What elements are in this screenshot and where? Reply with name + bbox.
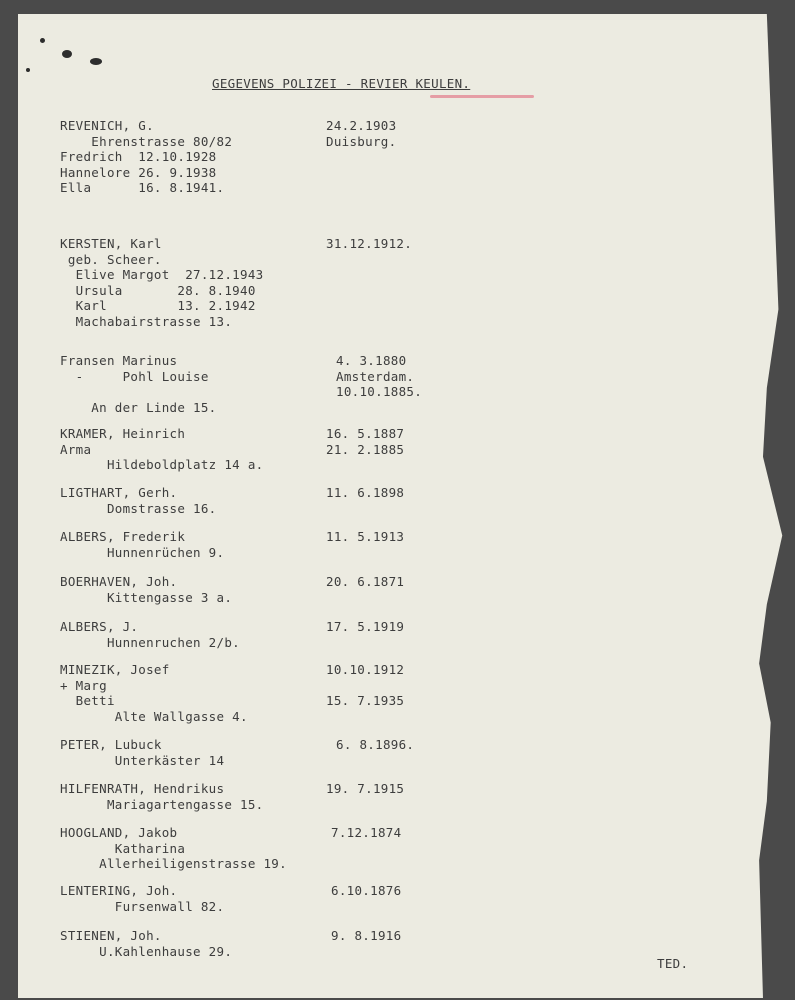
entry-date: 24.2.1903 — [326, 118, 397, 133]
entry-line: Karl 13. 2.1942 — [60, 298, 256, 313]
entry-extra: Duisburg. — [326, 133, 397, 149]
entry-line: + Marg — [60, 677, 107, 693]
entry-line: Ursula 28. 8.1940 — [60, 282, 256, 298]
entry-line: An der Linde 15. — [60, 399, 217, 415]
entry-line: Betti — [60, 693, 115, 708]
entry-line: U.Kahlenhause 29. — [60, 943, 233, 959]
ink-speck — [62, 50, 72, 58]
entry-name: ALBERS, J. — [60, 619, 139, 634]
entry-name: KRAMER, Heinrich — [60, 426, 186, 441]
entry-extra: 10.10.1885. — [336, 384, 423, 399]
entry-date: 9. 8.1916 — [331, 928, 402, 943]
entry-extra: 21. 2.1885 — [326, 441, 405, 457]
page-title: GEGEVENS POLIZEI - REVIER KEULEN. — [212, 76, 471, 91]
entry-date: 6. 8.1896. — [336, 737, 415, 752]
entry-date: 31.12.1912. — [326, 236, 413, 251]
entry-date: 17. 5.1919 — [326, 619, 405, 634]
ink-speck — [90, 58, 102, 65]
entry-date: 6.10.1876 — [331, 883, 402, 898]
entry-date: 11. 5.1913 — [326, 529, 405, 544]
entry-name: STIENEN, Joh. — [60, 928, 162, 943]
entry-line: Fursenwall 82. — [60, 898, 225, 914]
entry-line: Kittengasse 3 a. — [60, 589, 233, 605]
entry-date: 19. 7.1915 — [326, 781, 405, 796]
entry-date: 20. 6.1871 — [326, 574, 405, 589]
entry-line: Machabairstrasse 13. — [60, 313, 233, 329]
entry-date: 10.10.1912 — [326, 662, 405, 677]
entry-name: ALBERS, Frederik — [60, 529, 186, 544]
entry-line: Domstrasse 16. — [60, 500, 217, 516]
entry-line: Arma — [60, 441, 92, 457]
entry-date: 7.12.1874 — [331, 825, 402, 840]
entry-name: HOOGLAND, Jakob — [60, 825, 178, 840]
entry-date: 11. 6.1898 — [326, 485, 405, 500]
entry-name: LENTERING, Joh. — [60, 883, 178, 898]
entry-name: REVENICH, G. — [60, 118, 154, 133]
ink-speck — [40, 38, 45, 43]
entry-name: MINEZIK, Josef — [60, 662, 170, 677]
entry-name: LIGTHART, Gerh. — [60, 485, 178, 500]
entry-line: Hunnenruchen 2/b. — [60, 634, 240, 650]
entry-name: KERSTEN, Karl — [60, 236, 162, 251]
entry-line: Hunnenrüchen 9. — [60, 544, 225, 560]
entry-date: 16. 5.1887 — [326, 426, 405, 441]
entry-line: Hannelore 26. 9.1938 — [60, 164, 217, 180]
entry-line: Ehrenstrasse 80/82 — [60, 133, 233, 149]
entry-line: Hildeboldplatz 14 a. — [60, 457, 264, 472]
entry-name: Fransen Marinus — [60, 353, 178, 368]
entry-line: - Pohl Louise — [60, 368, 209, 384]
entry-name: PETER, Lubuck — [60, 737, 162, 752]
red-underline-mark — [430, 95, 534, 98]
entry-line: Unterkäster 14 — [60, 752, 225, 768]
entry-name: HILFENRATH, Hendrikus — [60, 781, 225, 796]
ink-speck — [26, 68, 30, 72]
entry-line: Katharina — [60, 840, 186, 856]
entry-date: 4. 3.1880 — [336, 353, 407, 368]
entry-extra: Amsterdam. — [336, 368, 415, 384]
entry-extra: 15. 7.1935 — [326, 693, 405, 708]
entry-name: BOERHAVEN, Joh. — [60, 574, 178, 589]
entry-line: Alte Wallgasse 4. — [60, 708, 248, 724]
entry-line: geb. Scheer. — [60, 251, 162, 267]
entry-line: Ella 16. 8.1941. — [60, 180, 225, 195]
entry-line: Allerheiligenstrasse 19. — [60, 856, 287, 871]
entry-line: Mariagartengasse 15. — [60, 796, 264, 812]
entry-line: Fredrich 12.10.1928 — [60, 149, 217, 164]
footer-initials: TED. — [657, 956, 689, 971]
entry-line: Elive Margot 27.12.1943 — [60, 267, 264, 282]
